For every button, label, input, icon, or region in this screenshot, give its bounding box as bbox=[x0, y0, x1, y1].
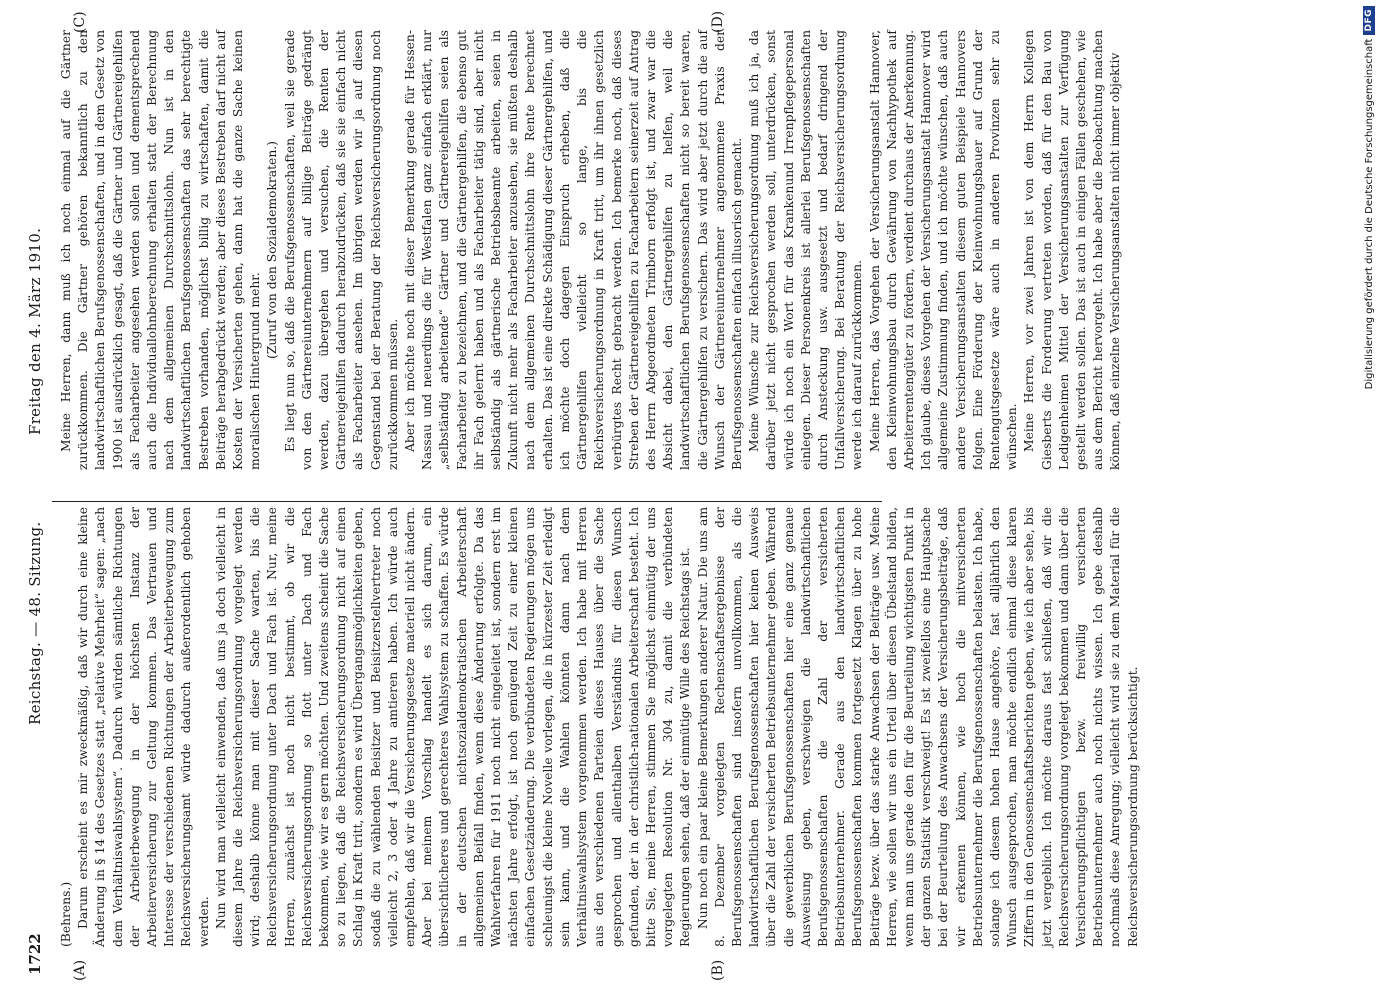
margin-marker-b: (B) bbox=[710, 959, 726, 981]
paragraph: Aber ich möchte noch mit dieser Bemerkung gerade für Hessen-Nassau und neuerdings die für Westfalen ganz einfach erklärt, nur „selbständig arbeitende“ Gärtner und Gärtnereigehilfen seien als Facharbeiter zu bezeichnen, und die Gärtnergehilfen, die ebenso gut ihr Fach gelernt haben und als Facharbeiter tätig sind, aber nicht selbständig als gärtnerische Betriebsbeamte arbeiten, seien in Zukunft nicht mehr als Facharbeiter anzusehen, sie müßten deshalb nach dem allgemeinen Durchschnittslohn ihre Rente berechnet erhalten. Das ist eine direkte Schädigung dieser Gärtnergehilfen, und ich möchte doch dagegen Einspruch erheben, daß die Gärtnergehilfen vielleicht so lange, bis die Reichsversicherungsordnung in Kraft tritt, um ihr ihnen gesetzlich verbürgtes Recht gebracht werden. Ich bemerke noch, daß dieses Streben der Gärtnereigehilfen zu Facharbeitern seinerzeit auf Antrag des Herrn Abgeordneten Trimborn erfolgt ist, und zwar war die Absicht dabei, den Gärtnergehilfen zu helfen, weil die landwirtschaftlichen Berufsgenossenschaften nicht so bereit waren, die Gärtnergehilfen zu versichern. Das wird aber jetzt durch die auf Wunsch der Gärtnereiunternehmer angenommene Praxis der Berufsgenossenschaften einfach illusorisch gemacht. bbox=[403, 30, 744, 470]
interjection: (Zuruf von den Sozialdemokraten.) bbox=[265, 141, 280, 359]
page-number: 1722 bbox=[26, 933, 44, 975]
left-column bbox=[58, 507, 1142, 947]
page-header bbox=[10, 5, 50, 995]
digitization-note: Digitalisierung gefördert durch die Deutsche Forschungsgemeinschaft bbox=[1363, 38, 1375, 390]
header-left-title: Reichstag. — 48. Sitzung. bbox=[26, 521, 44, 725]
paragraph: Meine Herren, das Vorgehen der Versicherungsanstalt Hannover, den Kleinwohnungsbau durch Gewährung von Nachhypothek auf Arbeiterrentengüter zu fördern, verdient durchaus der Anerkennung. Ich glaube, dieses Vorgehen der Versicherungsanstalt Hannover wird allgemeine Zustimmung finden, und ich möchte wünschen, daß auch andere Versicherungsanstalten diesem guten Beispiele Hannovers folgen. Eine Förderung der Kleinwohnungsbauer auf Grund der Rentengutsgesetze wäre auch in anderen Provinzen sehr zu wünschen. bbox=[867, 30, 1020, 470]
margin-marker-d: (D) bbox=[710, 10, 726, 33]
paragraph: Meine Herren, dann muß ich noch einmal auf die Gärtner zurückkommen. Die Gärtner gehören bekanntlich zu den landwirtschaftlichen Berufsgenossenschaften, und in dem Gesetz von 1900 ist ausdrücklich gesagt, daß die Gärtner und Gärtnereigehilfen als Facharbeiter angesehen werden sollen und dementsprechend auch die Individuallohnberechnung erhalten statt der Berechnung nach dem allgemeinen Durchschnittslohn. Nun ist in den landwirtschaftlichen Berufsgenossenschaften das sehr berechtigte Bestreben vorhanden, möglichst billig zu wirtschaften, damit die Beiträge herabgedrückt werden; aber dieses Bestreben darf nicht auf Kosten der Versicherten gehen, dann hat die ganze Sache keinen moralischen Hintergrund mehr. bbox=[59, 30, 263, 470]
column-divider bbox=[52, 501, 882, 502]
margin-marker-c: (C) bbox=[72, 11, 88, 33]
paragraph: Meine Herren, vor zwei Jahren ist von dem Herrn Kollegen Giesberts die Forderung vertreten worden, daß für den Bau von Ledigenheimen Mittel der Versicherungsanstalten zur Verfügung gestellt werden sollen. Das ist auch in einigen Fällen geschehen, wie aus dem Bericht hervorgeht. Ich habe aber die Beobachtung machen können, daß einzelne Versicherungsanstalten nicht immer objektiv bbox=[1022, 30, 1123, 470]
speaker-name: (Behrens.) bbox=[59, 881, 73, 947]
dfg-logo: DFG bbox=[1363, 6, 1375, 35]
paragraph: Nun wird man vielleicht einwenden, daß uns ja doch vielleicht in diesem Jahre die Reichsversicherungsordnung vorgelegt werden wird; deshalb könne man mit dieser Sache warten, bis die Reichsversicherungsordnung unter Dach und Fach ist. Nur, meine Herren, zunächst ist noch nicht bestimmt, ob wir die Reichsversicherungsordnung so flott unter Dach und Fach bekommen, wie wir es gern möchten. Und zweitens scheint die Sache so zu liegen, daß die Reichsversicherungsordnung nicht auf einen Schlag in Kraft tritt, sondern es wird Übergangsmöglichkeiten geben, sodaß die zu wählenden Beisitzer und Beisitzerstellvertreter noch vielleicht 2, 3 oder 4 Jahre zu amtieren haben. Ich würde auch empfehlen, daß wir die Versicherungsgesetze materiell nicht ändern. Aber bei meinem Vorschlag handelt es sich darum, ein übersichtlicheres und gerechteres Wahlsystem zu schaffen. Es würde in der deutschen nichtsozialdemokratischen Arbeiterschaft allgemeinen Beifall finden, wenn diese Änderung erfolgte. Da das Wahlverfahren für 1911 noch nicht eingeleitet ist, sondern erst im nächsten Jahre erfolgt, ist noch genügend Zeit zu einer kleinen einfachen Gesetzänderung. Die verbündeten Regierungen mögen uns schleunigst die kleine Novelle vorlegen, die in kürzester Zeit erledigt sein kann, und die Wahlen könnten dann nach dem Verhältniswahlsystem vorgenommen werden. Ich habe mit Herren aus den verschiedenen Parteien dieses Hauses über die Sache gesprochen und allenthalben Verständnis für diesen Wunsch gefunden, der in der christlich-nationalen Arbeiterschaft besteht. Ich bitte Sie, meine Herren, stimmen Sie möglichst einmütig der uns vorgelegten Resolution Nr. 304 zu, damit die verbündeten Regierungen sehen, daß der einmütige Wille des Reichstags ist. bbox=[213, 507, 693, 947]
paragraph: Es liegt nun so, daß die Berufsgenossenschaften, weil sie gerade von den Gärtnereiunternehmern auf billige Beiträge gedrängt werden, dazu übergehen und versuchen, die Renten der Gärtnereigehilfen dadurch herabzudrücken, daß sie sie einfach nicht als Facharbeiter ansehen. Im übrigen werden wir ja auf diesen Gegenstand bei der Beratung der Reichsversicherungsordnung noch zurückkommen müssen. bbox=[282, 30, 400, 470]
header-right-title: Freitag den 4. März 1910. bbox=[26, 227, 44, 435]
paragraph: Nun noch ein paar kleine Bemerkungen anderer Natur. Die uns am 8. Dezember vorgelegten Rechenschaftsergebnisse der Berufsgenossenschaften sind insofern unvollkommen, als die landwirtschaftlichen Berufsgenossenschaften hier keinen Ausweis über die Zahl der versicherten Betriebsunternehmer geben. Während die gewerblichen Berufsgenossenschaften hier eine ganz genaue Ausweisung geben, verschweigen die landwirtschaftlichen Berufsgenossenschaften die Zahl der versicherten Betriebsunternehmer. Gerade aus den landwirtschaftlichen Berufsgenossenschaften kommen fortgesetzt Klagen über zu hohe Beiträge bezw. über das starke Anwachsen der Beiträge usw. Meine Herren, wie sollen wir uns ein Urteil über diesen Übelstand bilden, wenn man uns gerade den für die Beurteilung wichtigsten Punkt in der ganzen Statistik verschweigt! Es ist zweifellos eine Hauptsache bei der Beurteilung des Anwachsens der Versicherungsbeiträge, daß wir erkennen können, wie hoch die mitversicherten Betriebsunternehmer die Berufsgenossenschaften belasten. Ich habe, solange ich diesem hohen Hause angehöre, fast alljährlich den Wunsch ausgesprochen, man möchte endlich einmal diese klaren Ziffern in den Genossenschaftsberichten geben, wie ich aber sehe, bis jetzt vergeblich. Ich möchte daraus fast schließen, daß wir die Reichsversicherungsordnung vorgelegt bekommen und dann über die Versicherungspflichtigen bezw. freiwillig versicherten Betriebsunternehmer auch noch nichts wissen. Ich gebe deshalb nochmals diese Anregung; vielleicht wird sie zu dem Material für die Reichsversicherungsordnung berücksichtigt. bbox=[695, 507, 1140, 947]
digitization-credit bbox=[1362, 6, 1376, 996]
paragraph: Darum erscheint es mir zweckmäßig, daß wir durch eine kleine Änderung in § 14 des Gesetzes statt „relative Mehrheit“ sagen: „nach dem Verhältniswahlsystem“. Dadurch würden sämtliche Richtungen der Arbeiterbewegung in der höchsten Instanz der Arbeiterversicherung zur Geltung kommen. Das Vertrauen und Interesse der verschiedenen Richtungen der Arbeiterbewegung zum Reichsversicherungsamt würde dadurch außerordentlich gehoben werden. bbox=[76, 507, 211, 947]
margin-marker-a: (A) bbox=[72, 959, 88, 981]
paragraph: Meine Wünsche zur Reichsversicherungsordnung muß ich ja, da darüber jetzt nicht gesprochen werden soll, unterdrücken, sonst würde ich noch ein Wort für das Krankenund Irrenpflegepersonal einlegen. Dieser Personenkreis ist allerlei Berufsgenossenschaften durch Ansteckung usw. ausgesetzt und bedarf dringend der Unfallversicherung. Bei Beratung der Reichsversicherungsordnung werde ich darauf zurückkommen. bbox=[747, 30, 865, 470]
right-column bbox=[58, 30, 1125, 470]
document-page bbox=[10, 5, 1300, 995]
